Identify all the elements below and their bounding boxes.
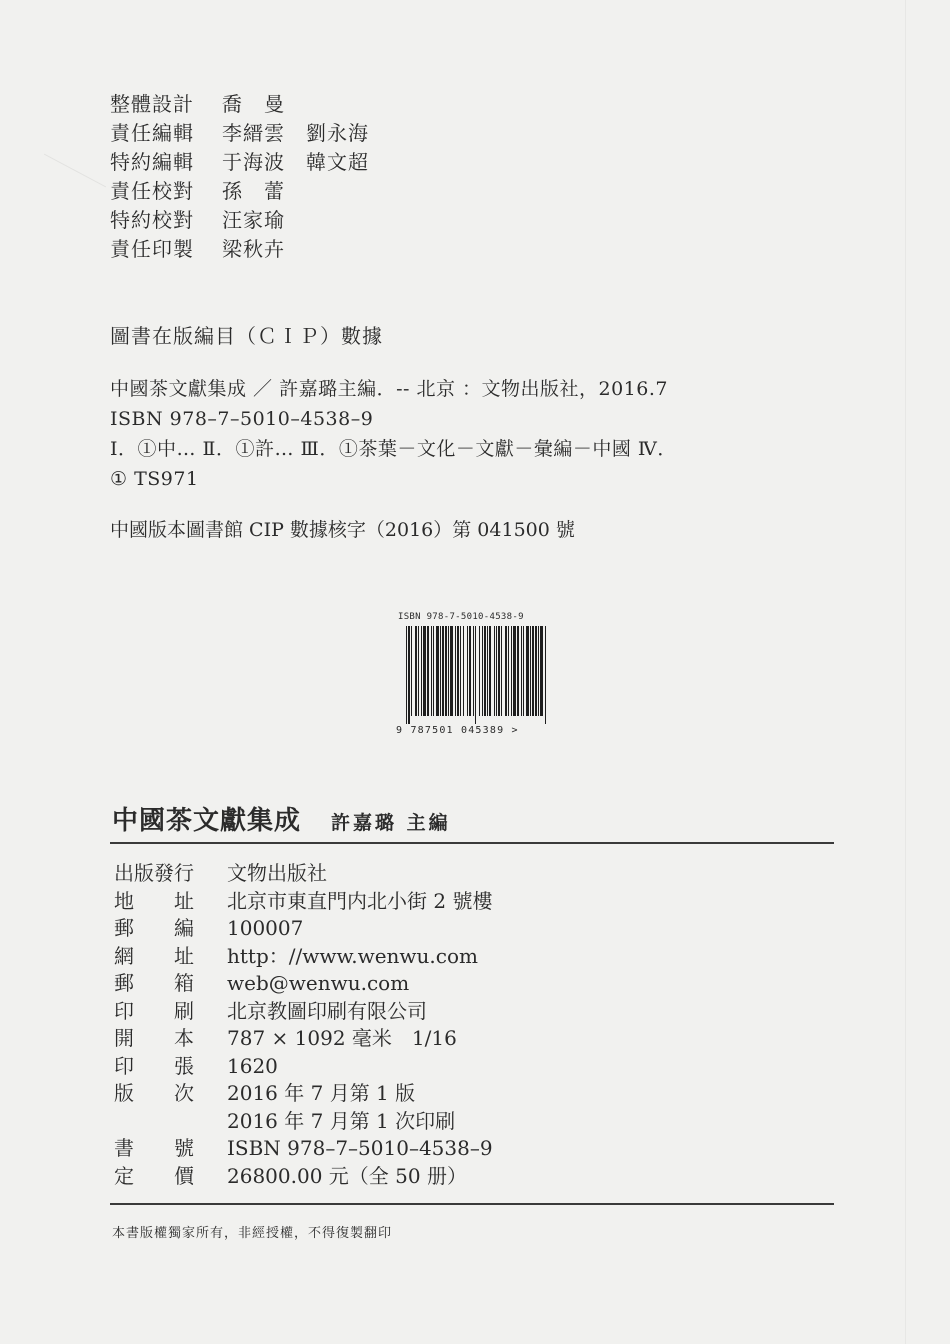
pub-row [114, 915, 304, 943]
barcode-bar [513, 626, 516, 716]
pub-label: 定 價 [114, 1163, 194, 1188]
barcode-bars [406, 626, 546, 724]
barcode-bar [535, 626, 537, 716]
pub-label: 出版發行 [114, 861, 194, 885]
pub-value: 26800.00 元（全 50 册） [227, 1163, 467, 1188]
credit-name: 于海波 韓文超 [222, 150, 369, 174]
barcode-bar [532, 626, 534, 716]
cip-line: ISBN 978–7–5010–4538–9 [110, 408, 374, 430]
pub-label: 郵 箱 [114, 971, 194, 995]
pub-label: 地 址 [114, 888, 194, 913]
barcode-bar [445, 626, 447, 716]
credit-row [110, 235, 369, 264]
publication-details [114, 860, 493, 1190]
copyright-notice: 本書版權獨家所有，非經授權，不得復製翻印 [112, 1226, 393, 1241]
isbn-barcode [396, 612, 558, 740]
barcode-bar [473, 626, 474, 716]
barcode-bar [475, 626, 476, 724]
scan-artifact [905, 0, 906, 1344]
barcode-bar [479, 626, 480, 716]
barcode-bar [505, 626, 507, 716]
pub-value: web@wenwu.com [227, 971, 410, 995]
pub-row [114, 860, 327, 888]
pub-row [114, 998, 427, 1026]
scan-artifact [44, 154, 106, 188]
credit-row [110, 177, 369, 206]
pub-row [114, 888, 493, 916]
barcode-bar [460, 626, 461, 716]
pub-label: 書 號 [114, 1136, 194, 1160]
barcode-bar [508, 626, 509, 716]
pub-value: 100007 [227, 916, 304, 940]
credit-name: 喬 曼 [222, 92, 285, 116]
barcode-bar [511, 626, 512, 716]
barcode-bar [448, 626, 449, 716]
cip-heading: 圖書在版編目（ＣＩＰ）數據 [110, 324, 383, 348]
barcode-bar [545, 626, 546, 724]
credit-row [110, 119, 369, 148]
credit-role: 特約校對 [110, 208, 194, 232]
book-editor: 許嘉璐 主編 [331, 812, 451, 834]
credit-role: 特約編輯 [110, 150, 194, 174]
barcode-bar [423, 626, 426, 716]
barcode-bar [411, 626, 412, 716]
pub-row [114, 970, 410, 998]
barcode-bar [540, 626, 543, 716]
cip-line: ① TS971 [110, 468, 199, 490]
barcode-bar [440, 626, 441, 716]
pub-row [114, 1163, 467, 1191]
credit-role: 責任印製 [110, 237, 194, 261]
barcode-bar [498, 626, 500, 716]
cip-record-number: 中國版本圖書館 CIP 數據核字（2016）第 041500 號 [110, 519, 575, 541]
barcode-bar [455, 626, 456, 716]
cip-data [110, 374, 677, 494]
barcode-bar [469, 626, 471, 716]
barcode-bar [496, 626, 497, 716]
book-title: 中國茶文獻集成 [112, 806, 302, 836]
barcode-bar [433, 626, 434, 716]
pub-label: 版 次 [114, 1081, 194, 1105]
barcode-bar [457, 626, 459, 716]
pub-row [114, 1108, 456, 1136]
barcode-bar [463, 626, 464, 716]
barcode-bar [421, 626, 422, 716]
credit-name: 李縉雲 劉永海 [222, 121, 369, 145]
divider [110, 1203, 834, 1205]
pub-value: 北京教圖印刷有限公司 [227, 998, 427, 1023]
credit-row [110, 90, 369, 119]
credit-name: 梁秋卉 [222, 237, 285, 261]
pub-value: 2016 年 7 月第 1 版 [227, 1081, 416, 1105]
barcode-bar [501, 626, 502, 716]
pub-label: 印 刷 [114, 998, 194, 1023]
barcode-bar [487, 626, 488, 716]
cip-line: 中國茶文獻集成 ／ 許嘉璐主編．-- 北京 ：文物出版社，2016.7 [110, 378, 668, 400]
barcode-isbn-text: ISBN 978-7-5010-4538-9 [398, 612, 524, 622]
barcode-bar [427, 626, 429, 716]
barcode-bar [538, 626, 539, 716]
pub-row [114, 1135, 493, 1163]
pub-value: ISBN 978–7–5010–4538–9 [227, 1136, 493, 1160]
book-title-line [112, 800, 451, 837]
barcode-bar [517, 626, 519, 716]
pub-row [114, 1080, 416, 1108]
credit-role: 整體設計 [110, 92, 194, 116]
cip-line: Ⅰ．①中… Ⅱ．①許… Ⅲ．①茶葉－文化－文獻－彙編－中國 Ⅳ． [110, 438, 677, 460]
pub-value: 北京市東直門内北小街 2 號樓 [227, 888, 493, 913]
barcode-bar [530, 626, 531, 716]
pub-row [114, 1053, 278, 1081]
credit-row [110, 206, 369, 235]
barcode-bar [494, 626, 495, 716]
credit-role: 責任校對 [110, 179, 194, 203]
pub-value: 2016 年 7 月第 1 次印刷 [227, 1108, 456, 1133]
barcode-bar [521, 626, 522, 716]
pub-label: 郵 編 [114, 916, 194, 940]
barcode-bar [418, 626, 419, 716]
credit-role: 責任編輯 [110, 121, 194, 145]
barcode-bar [484, 626, 486, 716]
pub-row [114, 943, 478, 971]
credit-row [110, 148, 369, 177]
staff-credits [110, 90, 369, 264]
pub-row [114, 1025, 457, 1053]
barcode-bar [415, 626, 417, 716]
pub-value: 文物出版社 [227, 861, 327, 885]
pub-label: 印 張 [114, 1053, 194, 1078]
pub-value: 787 × 1092 毫米 1/16 [227, 1026, 457, 1050]
barcode-bar [431, 626, 432, 716]
barcode-bar [442, 626, 444, 716]
credit-name: 汪家瑜 [222, 208, 285, 232]
pub-value: 1620 [227, 1053, 278, 1078]
divider [110, 842, 834, 844]
barcode-bar [482, 626, 483, 716]
pub-value: http：//www.wenwu.com [227, 943, 478, 968]
barcode-bar [489, 626, 491, 716]
pub-label: 開 本 [114, 1026, 194, 1050]
credit-name: 孫 蕾 [222, 179, 285, 203]
barcode-bar [523, 626, 524, 716]
pub-label: 網 址 [114, 943, 194, 968]
barcode-bar [406, 626, 407, 724]
barcode-bar [526, 626, 529, 716]
barcode-bar [467, 626, 468, 716]
barcode-bar [450, 626, 453, 716]
barcode-bar [408, 626, 410, 724]
barcode-bar [436, 626, 439, 716]
barcode-digits: 9 787501 045389 > [396, 725, 519, 736]
